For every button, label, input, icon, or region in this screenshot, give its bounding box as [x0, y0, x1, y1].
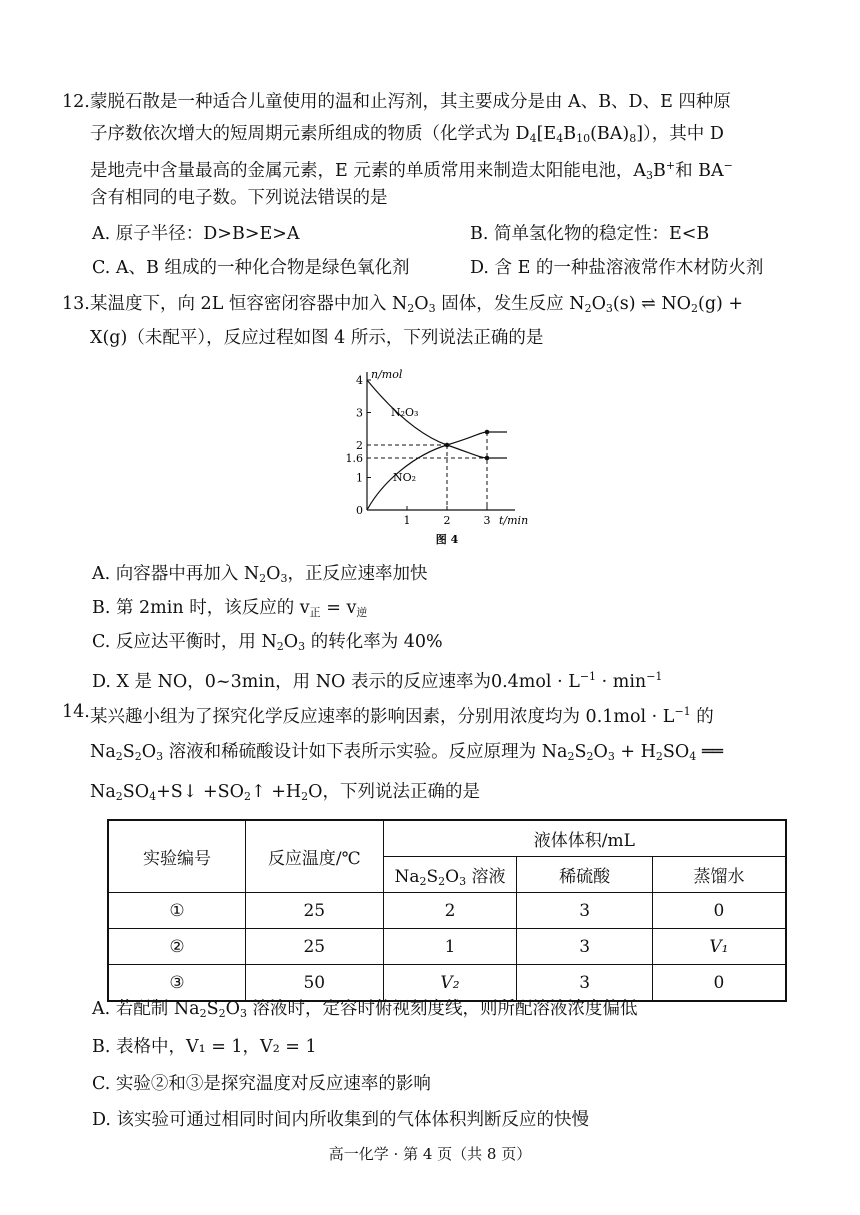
q12-option-b: B. 简单氢化物的稳定性：E<B — [470, 224, 710, 244]
cell-temp: 50 — [246, 965, 384, 1002]
series-n2o3-label: N₂O₃ — [391, 405, 419, 419]
y-tick-label: 1 — [356, 471, 363, 485]
cell-acid: 3 — [517, 893, 653, 929]
q14-stem-line2: $Na_2S_2O_3$ 溶液和稀硫酸设计如下表所示实验。反应原理为 $Na_2S_2O_3 + H_2SO_4$ ══ — [90, 742, 723, 763]
table-row — [108, 965, 786, 1002]
q12-stem-line4: 含有相同的电子数。下列说法错误的是 — [90, 188, 388, 208]
cell-temp: 25 — [246, 929, 384, 965]
cell-acid: 3 — [517, 965, 653, 1002]
q12-option-a: A. 原子半径：D>B>E>A — [92, 224, 300, 244]
experiment-table — [107, 819, 787, 1002]
header-exp-id: 实验编号 — [108, 820, 246, 893]
figure-caption: 图 4 — [435, 533, 459, 546]
q13-option-a: A. 向容器中再加入 $N_2O_3$，正反应速率加快 — [92, 564, 428, 585]
y-tick-label: 2 — [356, 439, 363, 452]
point-no2-eq — [485, 430, 490, 435]
cell-water: 0 — [652, 965, 786, 1002]
header-temperature: 反应温度/℃ — [246, 820, 384, 893]
series-n2o3-line — [367, 380, 507, 458]
q14-number: 14. — [62, 702, 90, 722]
q12-number: 12. — [62, 92, 90, 112]
x-tick-label: 1 — [403, 514, 411, 527]
x-axis-label: t/min — [499, 514, 529, 527]
y-tick-label: 1.6 — [345, 452, 363, 465]
cell-thio: V₂ — [383, 965, 517, 1002]
series-no2-line — [367, 432, 507, 510]
q12-option-c: C. A、B 组成的一种化合物是绿色氧化剂 — [92, 258, 410, 278]
header-acid: 稀硫酸 — [517, 857, 653, 893]
q12-option-d: D. 含 E 的一种盐溶液常作木材防火剂 — [470, 258, 764, 278]
q14-option-d: D. 该实验可通过相同时间内所收集到的气体体积判断反应的快慢 — [92, 1110, 590, 1130]
q13-option-d: D. X 是 NO，0~3min，用 NO 表示的反应速率为$0.4mol \cdot L^{-1} \cdot \min^{-1}$ — [92, 670, 663, 692]
page-footer: 高一化学 · 第 4 页（共 8 页） — [328, 1145, 532, 1163]
y-tick-label: 4 — [356, 374, 363, 387]
cell-acid: 3 — [517, 929, 653, 965]
cell-id: ③ — [108, 965, 246, 1002]
cell-thio: 1 — [383, 929, 517, 965]
q14-stem-line3: $Na_2SO_4+S↓$ $+SO_2↑ +H_2O$，下列说法正确的是 — [90, 782, 480, 803]
y-tick-label: 0 — [356, 504, 363, 517]
q13-number: 13. — [62, 294, 90, 314]
point-n2o3-eq — [485, 456, 490, 461]
q12-stem-line2: 子序数依次增大的短周期元素所组成的物质（化学式为 $D_4[E_4B_{10}(BA)_8]$），其中 D — [90, 124, 724, 145]
table-row — [108, 929, 786, 965]
cell-id: ② — [108, 929, 246, 965]
figure-4-chart — [335, 360, 535, 555]
q14-option-a: A. 若配制 $Na_2S_2O_3$ 溶液时，定容时俯视刻度线，则所配溶液浓度偏低 — [92, 999, 638, 1020]
cell-thio: 2 — [383, 893, 517, 929]
q14-stem-line1: 某兴趣小组为了探究化学反应速率的影响因素，分别用浓度均为 $0.1mol \cdot L^{-1}$ 的 — [90, 705, 714, 727]
point-intersection — [445, 443, 450, 448]
y-axis-label: n/mol — [371, 368, 403, 381]
x-tick-label: 2 — [443, 514, 451, 527]
header-water: 蒸馏水 — [652, 857, 786, 893]
q13-stem-line1: 某温度下，向 2L 恒容密闭容器中加入 $N_2O_3$ 固体，发生反应 $N_2O_3(s)$ ⇌ $NO_2(g)$ + — [90, 294, 744, 315]
y-tick-label: 3 — [356, 406, 363, 420]
cell-water: V₁ — [652, 929, 786, 965]
q13-option-c: C. 反应达平衡时，用 $N_2O_3$ 的转化率为 40% — [92, 632, 443, 653]
table-row — [108, 893, 786, 929]
series-no2-label: NO₂ — [393, 470, 417, 484]
cell-id: ① — [108, 893, 246, 929]
header-volume: 液体体积/mL — [383, 820, 786, 857]
q12-stem-line3: 是地壳中含量最高的金属元素，E 元素的单质常用来制造太阳能电池，$A_3B^+$和 BA− — [90, 159, 733, 182]
q12-stem-line1: 蒙脱石散是一种适合儿童使用的温和止泻剂，其主要成分是由 A、B、D、E 四种原 — [90, 92, 731, 112]
cell-water: 0 — [652, 893, 786, 929]
q13-stem-line2: X(g)（未配平），反应过程如图 4 所示，下列说法正确的是 — [90, 328, 544, 348]
cell-temp: 25 — [246, 893, 384, 929]
q13-option-b: B. 第 2min 时，该反应的 $v_正 = v_逆$ — [92, 598, 368, 619]
q14-option-b: B. 表格中，V₁ = 1，V₂ = 1 — [92, 1037, 317, 1057]
header-thiosulfate: $Na_2S_2O_3$ 溶液 — [383, 857, 517, 893]
x-tick-label: 3 — [483, 514, 491, 527]
q14-option-c: C. 实验②和③是探究温度对反应速率的影响 — [92, 1074, 431, 1094]
